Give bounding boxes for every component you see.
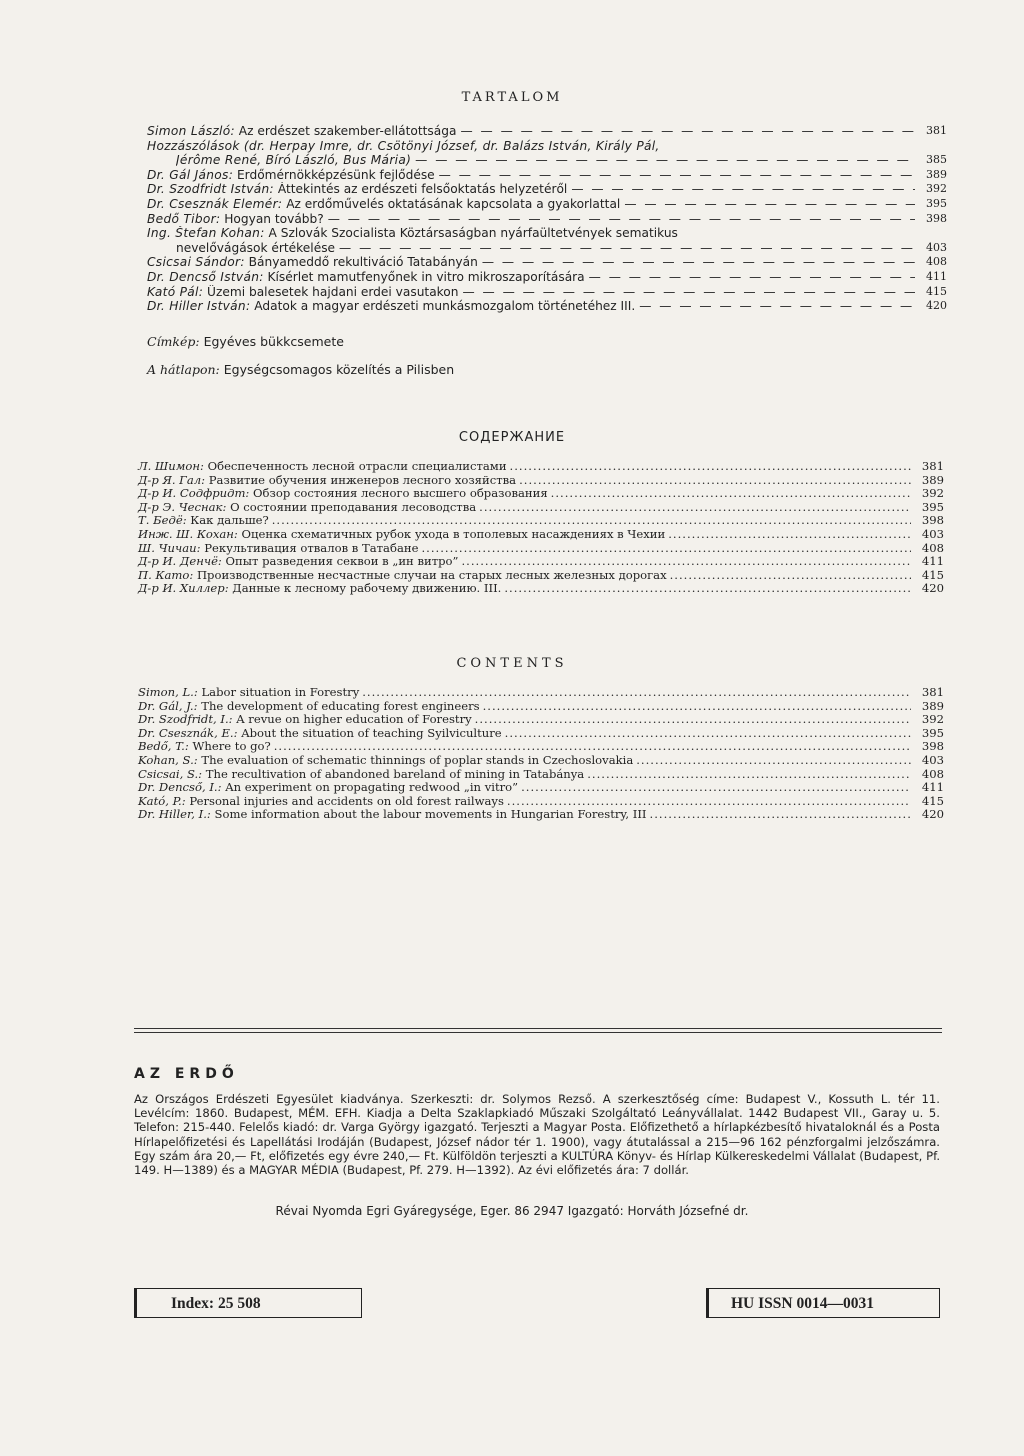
toc-title: О состоянии преподавания лесоводства <box>230 499 477 514</box>
toc-title: Как дальше? <box>190 513 269 528</box>
toc-entry-text <box>138 808 647 822</box>
toc-entry <box>147 153 947 168</box>
toc-entry-text <box>138 713 472 727</box>
toc-page-number: 415 <box>926 284 947 298</box>
toc-page-number: 411 <box>921 780 944 795</box>
toc-page-number: 392 <box>921 712 944 727</box>
toc-entry-text <box>138 727 502 741</box>
toc-title: The evaluation of schematic thinnings of poplar stands in Czechoslovakia <box>201 752 634 767</box>
toc-page-number: 415 <box>921 793 944 808</box>
toc-leader <box>624 197 915 212</box>
toc-entry-text <box>147 299 635 314</box>
toc-leader <box>571 182 915 197</box>
toc-author: Ш. Чичаи: <box>138 540 201 555</box>
toc-author: Dr. Hiller István: <box>147 299 251 314</box>
cover-caption-label: Címkép: <box>147 334 200 349</box>
back-cover-caption-text: Egységcsomagos közelítés a Pilisben <box>223 362 455 377</box>
toc-entry <box>147 226 947 241</box>
toc-leader <box>589 270 915 285</box>
toc-entry-text <box>138 501 476 515</box>
toc-entry <box>138 528 944 542</box>
toc-page-number: 420 <box>921 807 944 822</box>
toc-entry-text <box>147 270 585 285</box>
toc-entry-text <box>138 460 507 474</box>
toc-leader <box>639 299 915 314</box>
toc-entry <box>147 139 947 154</box>
toc-entry-text <box>138 768 584 782</box>
toc-entry <box>147 270 947 285</box>
toc-author: Dr. Gál, J.: <box>138 698 198 713</box>
toc-title: Производственные несчастные случаи на старых лесных железных дорогах <box>196 567 667 582</box>
divider-rule-bottom <box>134 1032 942 1033</box>
cover-caption <box>147 334 344 349</box>
toc-author: Csicsai, S.: <box>138 766 203 781</box>
toc-page-number: 395 <box>921 725 944 740</box>
toc-entry <box>138 713 944 727</box>
index-number-box: Index: 25 508 <box>134 1288 362 1318</box>
toc-title: Erdőmérnökképzésünk fejlődése <box>236 167 435 182</box>
english-contents-list <box>138 686 944 822</box>
toc-page-number: 408 <box>926 255 947 269</box>
toc-author: Dr. Szodfridt István: <box>147 182 274 197</box>
toc-title: Рекультивация отвалов в Татабане <box>204 540 419 555</box>
toc-title: Развитие обучения инженеров лесного хозяйства <box>208 472 517 487</box>
toc-entry <box>138 542 944 556</box>
toc-author: Kató, P.: <box>138 793 186 808</box>
toc-leader <box>421 542 911 556</box>
toc-entry <box>147 124 947 139</box>
toc-title: Üzemi balesetek hajdani erdei vasutakon <box>207 284 459 299</box>
toc-author: Bedő, T.: <box>138 739 189 754</box>
toc-page-number: 403 <box>926 240 947 254</box>
toc-entry <box>138 808 944 822</box>
toc-author: Л. Шимон: <box>138 459 204 473</box>
toc-entry-text <box>138 487 548 501</box>
toc-entry <box>147 182 947 197</box>
toc-title: The development of educating forest engineers <box>201 698 480 713</box>
toc-page-number: 420 <box>921 581 944 596</box>
toc-entry <box>138 569 944 583</box>
toc-entry-text <box>147 197 620 212</box>
toc-author: Д-р И. Денчё: <box>138 554 222 569</box>
toc-entry <box>138 740 944 754</box>
toc-leader <box>415 153 915 168</box>
toc-author: Dr. Dencső István: <box>147 269 264 284</box>
toc-author: П. Като: <box>138 567 194 582</box>
toc-leader <box>483 700 911 714</box>
toc-author: Инж. Ш. Кохан: <box>138 526 238 541</box>
toc-title: Bányameddő rekultiváció Tatabányán <box>248 255 478 270</box>
toc-leader <box>272 514 911 528</box>
toc-entry-text <box>138 474 516 488</box>
toc-title: An experiment on propagating redwood „in vitro” <box>225 780 519 795</box>
toc-entry-text <box>138 514 269 528</box>
imprint-heading: AZ ERDŐ <box>134 1066 239 1082</box>
toc-leader <box>650 808 911 822</box>
toc-entry-text <box>147 285 459 300</box>
toc-entry-text <box>147 168 435 183</box>
cover-caption-text: Egyéves bükkcsemete <box>203 334 344 349</box>
toc-title: About the situation of teaching Syilviculture <box>241 725 502 740</box>
toc-title: Данные к лесному рабочему движению. III. <box>232 581 502 596</box>
toc-leader <box>274 740 911 754</box>
toc-entry-text <box>147 255 478 270</box>
toc-entry-text <box>138 754 633 768</box>
toc-entry <box>147 168 947 183</box>
toc-leader <box>587 768 911 782</box>
toc-leader <box>504 582 911 596</box>
toc-page-number: 408 <box>921 766 944 781</box>
toc-entry-text <box>176 241 335 256</box>
toc-leader <box>439 168 915 183</box>
toc-entry-text <box>138 686 359 700</box>
printer-line: Révai Nyomda Egri Gyáregysége, Eger. 86 2947 Igazgató: Horváth Józsefné dr. <box>275 1204 749 1218</box>
imprint-text: Az Országos Erdészeti Egyesület kiadványa. Szerkeszti: dr. Solymos Rezső. A szerkesztőség címe: Budapest V., Kossuth L. tér 11. Levélcím: 1860. Budapest, MÉM. EFH. Kiadja a Delta Szaklapkiadó Műszaki Szolgáltató Leányvállalat. 1442 Budapest VII., Garay u. 5. Telefon: 215-440. Felelős kiadó: dr. Varga György igazgató. Terjeszti a Magyar Posta. Előfizethető a hírlapkézbesítő hivataloknál és a Posta Hírlapelőfizetési és Lapellátási Irodáján (Budapest, József nádor tér 1. 1900), vagy átutalással a 215—96 162 pénzforgalmi jelzőszámra. Egy szám ára 20,— Ft, előfizetés egy évre 240,— Ft. Külföldön terjeszti a KULTÚRA Könyv- és Hírlap Külkereskedelmi Vállalat (Budapest, Pf. 149. H—1389) és a MAGYAR MÉDIA (Budapest, Pf. 279. H—1392). Az évi előfizetés ára: 7 dollár. <box>134 1092 940 1178</box>
toc-author: Dr. Dencső, I.: <box>138 780 222 795</box>
toc-entry-text <box>138 582 501 596</box>
toc-title: The recultivation of abandoned bareland of mining in Tatabánya <box>205 766 585 781</box>
toc-entry <box>138 754 944 768</box>
toc-title: Hogyan tovább? <box>224 211 324 226</box>
toc-leader <box>510 460 911 474</box>
toc-entry <box>138 727 944 741</box>
toc-entry-text <box>138 700 480 714</box>
toc-entry <box>147 285 947 300</box>
toc-title: Some information about the labour movements in Hungarian Forestry, III <box>214 807 647 822</box>
toc-title: Áttekintés az erdészeti felsőoktatás helyzetéről <box>277 182 568 197</box>
toc-page-number: 411 <box>926 269 947 283</box>
toc-entry <box>147 212 947 227</box>
toc-leader <box>507 795 911 809</box>
toc-entry-text <box>147 226 678 241</box>
toc-page-number: 403 <box>921 752 944 767</box>
toc-entry-text <box>147 212 324 227</box>
toc-author: Csicsai Sándor: <box>147 255 245 270</box>
toc-entry <box>138 487 944 501</box>
toc-author: Jérôme René, Bíró László, Bus Mária) <box>176 153 412 168</box>
toc-leader <box>461 555 911 569</box>
toc-entry <box>147 241 947 256</box>
toc-page-number: 395 <box>926 196 947 210</box>
toc-page-number: 389 <box>926 167 947 181</box>
toc-leader <box>668 528 911 542</box>
toc-page-number: 411 <box>921 554 944 569</box>
divider-rule-top <box>134 1028 942 1029</box>
toc-author: Д-р И. Содфридт: <box>138 486 250 501</box>
toc-author: Kató Pál: <box>147 284 204 299</box>
toc-author: Ing. Štefan Kohan: <box>147 226 265 241</box>
toc-title: Adatok a magyar erdészeti munkásmozgalom történetéhez III. <box>254 299 636 314</box>
russian-contents-list <box>138 460 944 596</box>
toc-leader <box>521 781 911 795</box>
back-cover-caption <box>147 362 454 377</box>
toc-page-number: 398 <box>921 513 944 528</box>
toc-leader <box>475 713 911 727</box>
toc-title: Labor situation in Forestry <box>201 685 360 699</box>
toc-author: Simon, L.: <box>138 685 198 699</box>
toc-author: Simon László: <box>147 124 235 138</box>
toc-author: Bedő Tibor: <box>147 211 221 226</box>
english-contents-title: CONTENTS <box>456 656 568 671</box>
toc-author: Hozzászólások (dr. Herpay Imre, dr. Csötönyi József, dr. Balázs István, Király Pál, <box>147 138 660 153</box>
toc-title: Обеспеченность лесной отрасли специалистами <box>207 459 507 473</box>
toc-entry-text <box>147 139 660 154</box>
toc-leader <box>551 487 911 501</box>
toc-author: Dr. Csesznák, E.: <box>138 725 238 740</box>
toc-entry-text <box>176 153 411 168</box>
toc-title: Az erdőművelés oktatásának kapcsolata a gyakorlattal <box>286 196 621 211</box>
toc-leader <box>479 501 911 515</box>
toc-page-number: 398 <box>926 211 947 225</box>
toc-title: Оценка схематичных рубок ухода в тополевых насаждениях в Чехии <box>241 526 666 541</box>
toc-entry <box>138 501 944 515</box>
toc-page-number: 381 <box>921 685 944 699</box>
toc-title: Where to go? <box>192 739 271 754</box>
toc-entry-text <box>138 740 271 754</box>
toc-entry <box>138 686 944 700</box>
toc-author: Dr. Csesznák Elemér: <box>147 196 283 211</box>
toc-page-number: 381 <box>926 124 947 137</box>
toc-entry <box>138 555 944 569</box>
toc-leader <box>636 754 911 768</box>
toc-author: Д-р И. Хиллер: <box>138 581 229 596</box>
toc-author: Dr. Hiller, I.: <box>138 807 211 822</box>
toc-page-number: 403 <box>921 526 944 541</box>
toc-leader <box>339 241 915 256</box>
toc-page-number: 385 <box>926 153 947 167</box>
toc-entry-text <box>138 781 518 795</box>
toc-leader <box>505 727 911 741</box>
toc-entry <box>147 255 947 270</box>
toc-author: Д-р Я. Гал: <box>138 472 206 487</box>
toc-leader <box>328 212 915 227</box>
toc-leader <box>519 474 911 488</box>
hungarian-contents-list <box>147 124 947 314</box>
toc-page-number: 415 <box>921 567 944 582</box>
toc-entry <box>147 299 947 314</box>
toc-author: Т. Бедё: <box>138 513 187 528</box>
toc-title: Kísérlet mamutfenyőnek in vitro mikroszaporítására <box>267 269 585 284</box>
toc-entry-text <box>138 555 458 569</box>
toc-page-number: 389 <box>921 472 944 487</box>
toc-page-number: 392 <box>921 486 944 501</box>
toc-page-number: 381 <box>921 459 944 473</box>
toc-title: Обзор состояния лесного высшего образования <box>253 486 548 501</box>
toc-leader <box>460 124 915 139</box>
toc-title: Az erdészet szakember-ellátottsága <box>238 124 457 138</box>
toc-author: Dr. Gál János: <box>147 167 234 182</box>
toc-entry <box>138 795 944 809</box>
toc-entry <box>138 700 944 714</box>
toc-entry-text <box>138 569 667 583</box>
toc-page-number: 408 <box>921 540 944 555</box>
toc-leader <box>670 569 911 583</box>
toc-title: A revue on higher education of Forestry <box>236 712 472 727</box>
toc-page-number: 395 <box>921 499 944 514</box>
toc-author: Dr. Szodfridt, I.: <box>138 712 233 727</box>
toc-leader <box>362 686 911 700</box>
toc-title: Опыт разведения секвои в „ин витро” <box>225 554 459 569</box>
toc-entry-text <box>138 542 418 556</box>
hungarian-contents-title: TARTALOM <box>461 90 563 105</box>
toc-entry <box>138 781 944 795</box>
toc-author: Д-р Э. Чеснак: <box>138 499 227 514</box>
toc-entry-text <box>138 795 504 809</box>
toc-title: A Szlovák Szocialista Köztársaságban nyárfaültetvények sematikus <box>268 226 678 241</box>
toc-entry <box>138 768 944 782</box>
toc-entry-text <box>147 124 456 139</box>
toc-leader <box>463 285 916 300</box>
toc-page-number: 389 <box>921 698 944 713</box>
toc-author: Kohan, S.: <box>138 752 198 767</box>
toc-entry-text <box>147 182 567 197</box>
toc-title: Personal injuries and accidents on old forest railways <box>189 793 504 808</box>
toc-page-number: 398 <box>921 739 944 754</box>
toc-entry-text <box>138 528 665 542</box>
toc-entry <box>138 474 944 488</box>
issn-box: HU ISSN 0014—0031 <box>706 1288 940 1318</box>
toc-leader <box>482 255 915 270</box>
toc-entry <box>147 197 947 212</box>
toc-entry <box>138 460 944 474</box>
toc-entry <box>138 514 944 528</box>
russian-contents-title: СОДЕРЖАНИЕ <box>458 430 566 445</box>
toc-page-number: 392 <box>926 182 947 196</box>
toc-page-number: 420 <box>926 299 947 313</box>
back-cover-caption-label: A hátlapon: <box>147 362 220 377</box>
toc-entry <box>138 582 944 596</box>
toc-title: nevelővágások értékelése <box>176 240 336 255</box>
